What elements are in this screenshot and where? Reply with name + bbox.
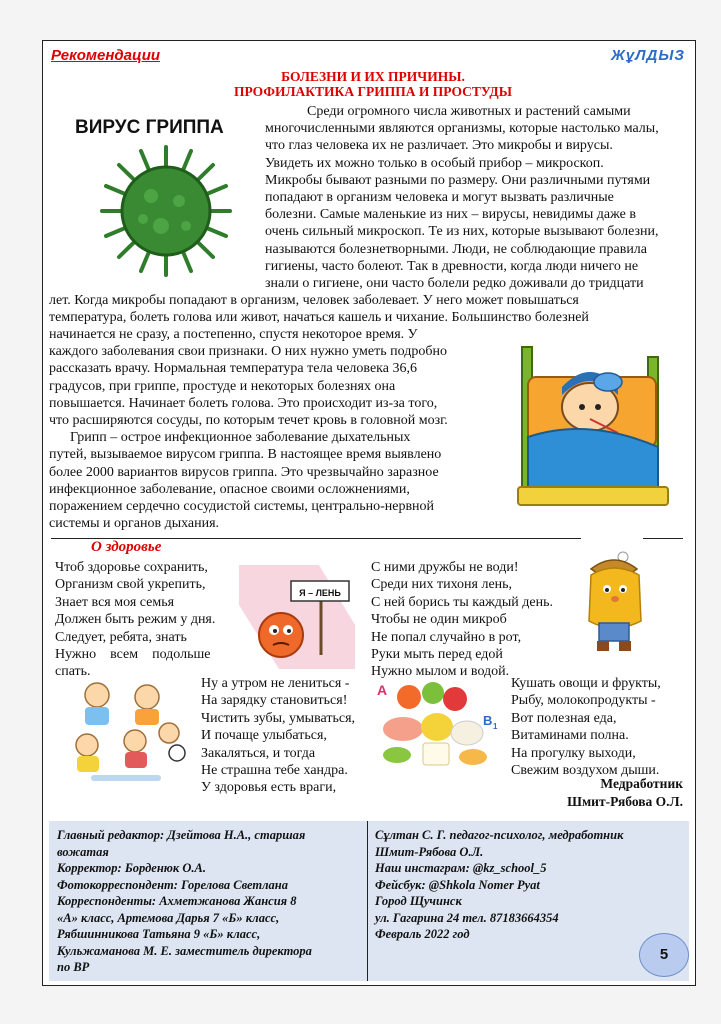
poem-block-1 xyxy=(55,559,230,681)
poem-line: Ну а утром не лениться - xyxy=(201,676,350,691)
poem-line: Не попал случайно в рот, xyxy=(371,629,522,645)
article-line: Увидеть их можно только в особый прибор – микроскоп. xyxy=(265,155,604,171)
article-title-line1: БОЛЕЗНИ И ИХ ПРИЧИНЫ. xyxy=(281,69,465,84)
health-section-title: О здоровье xyxy=(91,539,162,555)
virus-image xyxy=(91,141,241,281)
newspaper-page xyxy=(42,40,696,986)
footer-line: ул. Гагарина 24 тел. 87183664354 xyxy=(375,910,559,925)
footer-line: по ВР xyxy=(57,960,90,974)
ball-icon xyxy=(169,745,185,761)
article-line: каждого заболевания свои признаки. О них нужно уметь подробно xyxy=(49,344,447,360)
page-number-badge: 5 xyxy=(639,933,689,977)
vitamin-b-subscript: 1 xyxy=(493,722,498,731)
section-divider-right xyxy=(643,538,683,539)
article-line: поражением сердечно сосудистой системы, центрально-нервной xyxy=(49,499,435,515)
rubric-label: Рекомендации xyxy=(51,47,161,64)
article-line: инфекционное заболевание, опасное своими осложнениями, xyxy=(49,481,410,497)
poem-line: Следует, ребята, знать xyxy=(55,629,187,645)
article-line: попадают в организм человека и могут вызвать различные xyxy=(265,190,614,206)
poem-line: Рыбу, молокопродукты - xyxy=(511,693,656,709)
poem-line: спать. xyxy=(55,664,91,680)
virus-icon xyxy=(102,147,230,275)
footer-line: Главный редактор: Дзейтова Н.А., старшая xyxy=(57,828,306,842)
poem-line: Среди них тихоня лень, xyxy=(371,577,513,593)
article-line: Грипп – острое инфекционное заболевание дыхательных xyxy=(49,430,411,446)
footer-line: Фотокорреспондент: Горелова Светлана xyxy=(57,877,288,892)
instagram-link[interactable]: Наш инстаграм: @kz_school_5 xyxy=(375,861,547,875)
vitamin-b-label: B xyxy=(483,713,493,728)
article-line: повышается. Начинает болеть голова. Это происходит из-за того, xyxy=(49,395,438,411)
article-line: системы и органов дыхания. xyxy=(49,516,220,532)
footer-staff-column xyxy=(57,827,361,976)
sign-text: Я – ЛЕНЬ xyxy=(299,588,341,598)
footer-line: Город Щучинск xyxy=(375,894,462,908)
footer-line: Корректор: Борденюк О.А. xyxy=(57,861,206,875)
poem-line: Чтобы не один микроб xyxy=(371,612,507,628)
footer-line: Корреспонденты: Ахметжанова Жансия 8 xyxy=(57,894,297,908)
laziness-illustration xyxy=(239,565,355,669)
footer-line: «А» класс, Артемова Дарья 7 «Б» класс, xyxy=(57,910,280,925)
article-line: температура, болеть голова или живот, начаться кашель и чихание. Большинство болезней xyxy=(49,310,589,326)
footer-line: Шмит-Рябова О.Л. xyxy=(375,844,484,859)
article-line: Среди огромного числа животных и растений самыми xyxy=(265,104,631,119)
virus-image-label: ВИРУС ГРИППА xyxy=(75,117,224,138)
poem-line: Не страшна тебе хандра. xyxy=(201,763,348,779)
poem-line: У здоровья есть враги, xyxy=(201,780,337,796)
poem-line: И почаще улыбаться, xyxy=(201,728,327,744)
hay-character-illustration xyxy=(583,551,645,657)
poem-line: Нужно всем подольше xyxy=(55,647,211,663)
poem-line: Руки мыть перед едой xyxy=(371,647,503,663)
article-line: более 2000 вариантов вирусов гриппа. Это чрезвычайно заразное xyxy=(49,464,439,480)
article-title-line2: ПРОФИЛАКТИКА ГРИППА И ПРОСТУДЫ xyxy=(234,84,512,99)
article-line: что глаз человека их не различает. Это микробы и вирусы. xyxy=(265,138,613,154)
article-line: градусов, при гриппе, простуде и некоторых болезнях она xyxy=(49,378,396,394)
footer-line: Февраль 2022 год xyxy=(375,927,470,941)
signature-role: Медработник xyxy=(600,776,683,791)
poem-line: С ними дружбы не води! xyxy=(371,560,519,575)
footer-line: вожатая xyxy=(57,844,109,859)
article-intro-block xyxy=(265,103,693,292)
poem-block-2 xyxy=(201,675,371,797)
poem-line: На зарядку становиться! xyxy=(201,693,348,709)
poem-block-3 xyxy=(371,559,571,681)
footer-line: Сұлтан С. Г. педагог-психолог, медработник xyxy=(375,828,624,842)
healthy-food-illustration xyxy=(373,677,503,771)
poem-line: Организм свой укрепить, xyxy=(55,577,206,593)
poem-line: Кушать овощи и фрукты, xyxy=(511,676,661,691)
article-line: что расширяются сосуды, по которым течет кровь в головной мозг. xyxy=(49,413,448,429)
poem-line: С ней борись ты каждый день. xyxy=(371,594,553,610)
article-line: путей, вызываемое вирусом гриппа. В настоящее время выявлено xyxy=(49,447,442,463)
article-line: рассказать врачу. Нормальная температура тела человека 36,6 xyxy=(49,361,417,377)
footer-line: Рябшинникова Татьяна 9 «Б» класс, xyxy=(57,927,261,941)
vitamin-a-label: A xyxy=(377,682,388,698)
imprint-footer xyxy=(49,821,689,981)
poem-line: Закаляться, и тогда xyxy=(201,745,316,761)
article-line: очень сильный микроскоп. Те из них, которые вызывают болезни, xyxy=(265,224,659,240)
daily-routine-illustration xyxy=(65,673,195,785)
footer-line: Кульжаманова М. Е. заместитель директора xyxy=(57,943,312,958)
signature-name: Шмит-Рябова О.Л. xyxy=(567,794,683,809)
article-line: Микробы бывают разными по размеру. Они различными путями xyxy=(265,172,651,188)
brand-logo: ЖұЛДЫЗ xyxy=(610,47,685,64)
poem-line: Витаминами полна. xyxy=(511,728,629,744)
poem-line: Чистить зубы, умываться, xyxy=(201,710,356,726)
article-line: называются болезнетворными. Люди, не соблюдающие правила xyxy=(265,241,648,257)
sick-child-illustration xyxy=(498,337,678,517)
facebook-link[interactable]: Фейсбук: @Shkola Nomer Pyat xyxy=(375,877,540,892)
footer-contacts-column xyxy=(375,827,681,943)
article-line: гигиены, часто болеют. Так в древности, когда люди ничего не xyxy=(265,258,639,274)
poem-line: Свежим воздухом дыши. xyxy=(511,763,660,779)
poem-line: Вот полезная еда, xyxy=(511,710,617,726)
article-line: знали о гигиене, они часто болели редко доживали до тридцати xyxy=(265,276,644,292)
article-line: болезни. Самые маленькие из них – вирусы, невидимы даже в xyxy=(265,207,636,223)
article-full-width-block xyxy=(49,292,689,326)
poem-block-4 xyxy=(511,675,701,779)
poem-line: Нужно мылом и водой. xyxy=(371,664,510,680)
article-line: начинается не сразу, а постепенно, спустя некоторое время. У xyxy=(49,327,418,342)
poem-line: Чтоб здоровье сохранить, xyxy=(55,560,208,575)
article-line: многочисленными являются организмы, которые настолько малы, xyxy=(265,121,659,137)
article-line: лет. Когда микробы попадают в организм, человек заболевает. У него может повышаться xyxy=(49,293,579,308)
footer-divider xyxy=(367,821,368,981)
poem-line: Знает вся моя семья xyxy=(55,594,175,610)
poem-line: Должен быть режим у дня. xyxy=(55,612,216,628)
article-left-block xyxy=(49,326,479,532)
poem-line: На прогулку выходи, xyxy=(511,745,636,761)
